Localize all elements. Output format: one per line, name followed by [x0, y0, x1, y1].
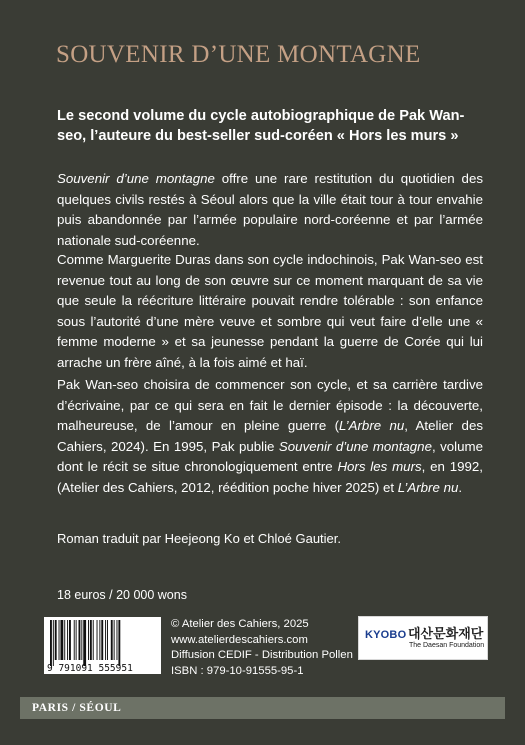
- copyright: © Atelier des Cahiers, 2025: [171, 618, 309, 630]
- kyobo-wordmark: KYOBO: [365, 629, 407, 641]
- foundation-english-name: The Daesan Foundation: [409, 642, 485, 649]
- p3-title-arbre: L’Arbre nu: [339, 418, 405, 433]
- barcode-bar: [69, 620, 71, 660]
- p3-title-souvenir: Souvenir d’une montagne: [278, 438, 432, 454]
- barcode-bar: [76, 620, 77, 660]
- translators-credit: Roman traduit par Heejeong Ko et Chloé Gautier.: [57, 531, 342, 546]
- barcode-bar: [67, 620, 68, 660]
- barcode-bar: [64, 620, 65, 660]
- barcode-bar: [81, 620, 82, 660]
- city1-rest: ARIS: [38, 702, 69, 714]
- barcode-bar: [90, 620, 92, 660]
- paragraph-1-text: offre une rare restitution du quotidien des quelques civils restés à Séoul alors que la ville était tour à tour envahie puis abandonnée par l’armée populaire nord-coréenne et par l’armée nationale sud-coréenne.: [57, 171, 483, 248]
- publisher-website: www.atelierdescahiers.com: [171, 633, 308, 646]
- p3-title-hors: Hors les murs: [337, 459, 422, 474]
- price: 18 euros / 20 000 wons: [57, 588, 187, 602]
- kyobo-daesan-logo: [358, 616, 488, 660]
- barcode-bar: [79, 620, 81, 660]
- barcode-bar: [88, 620, 89, 660]
- barcode-graphic: [44, 617, 161, 674]
- barcode-bar: [83, 620, 86, 666]
- barcode-bar: [101, 620, 103, 660]
- barcode-bar: [59, 620, 60, 660]
- paragraph-1: [57, 169, 483, 251]
- city2-rest: ÉOUL: [86, 702, 122, 714]
- p3-text-e: , volume dont le récit se situe chronologiquement entre: [57, 438, 483, 474]
- publisher-info: [171, 617, 353, 679]
- distribution-info: Diffusion CEDIF - Distribution Pollen: [171, 649, 353, 661]
- barcode-bar: [118, 620, 120, 666]
- barcode-bar: [93, 620, 94, 660]
- barcode-bar: [114, 620, 115, 660]
- paragraph-3: [57, 375, 483, 498]
- barcode-bar: [60, 620, 63, 660]
- footer-cities: [32, 702, 121, 714]
- barcode-bar: [50, 620, 52, 666]
- barcode-bar: [107, 620, 108, 660]
- p3-text-i: .: [458, 479, 463, 495]
- barcode-bar: [53, 620, 54, 666]
- paragraph-2: Comme Marguerite Duras dans son cycle indochinois, Pak Wan-seo est revenue tout au long de son œuvre sur ce moment marquant de sa vie que seule la réécriture littéraire pouvait rendre tolérable : son enfance sous l’autorité d’une mère veuve et sombre qui veut faire d’elle une « femme moderne » et sa jeunesse pendant la guerre de Corée qui lui arrache un frère aîné, à la fois aimé et haï.: [57, 252, 483, 370]
- p3-text-c: , Atelier des Cahiers, 2024). En 1995, Pak publie: [57, 418, 483, 454]
- p3-text-a: Pak Wan-seo choisira de commencer son cycle, et sa carrière tardive d’écrivaine, par ce qui sera en fait le dernier épisode : la découverte, malheureuse, de l’amour en pleine guerre (: [57, 377, 483, 433]
- barcode-bar: [97, 620, 98, 660]
- isbn-text: ISBN : 979-10-91555-95-1: [171, 664, 304, 677]
- barcode-bar: [99, 620, 100, 660]
- p3-title-arbre-2: L’Arbre nu: [397, 479, 459, 495]
- city2-initial: S: [79, 702, 87, 714]
- barcode-number: 9 791091 555951: [47, 663, 133, 674]
- barcode-bar: [74, 620, 75, 660]
- book-title-italic: Souvenir d’une montagne: [57, 171, 215, 186]
- barcode-bar: [105, 620, 106, 660]
- intro-heading: Le second volume du cycle autobiographique de Pak Wan-seo, l’auteure du best-seller sud-coréen « Hors les murs »: [57, 108, 465, 144]
- barcode-bar: [111, 620, 113, 660]
- barcode-bar: [117, 620, 118, 660]
- p3-text-g: , en 1992, (Atelier des Cahiers, 2012, réédition poche hiver 2025) et: [57, 459, 484, 495]
- isbn-barcode: [44, 617, 161, 674]
- foundation-korean-name: 대산문화재단: [408, 626, 484, 641]
- barcode-bar: [55, 620, 57, 660]
- city1-initial: P: [32, 702, 39, 714]
- book-title: SOUVENIR D’UNE MONTAGNE: [56, 41, 421, 68]
- city-separator: /: [68, 702, 80, 714]
